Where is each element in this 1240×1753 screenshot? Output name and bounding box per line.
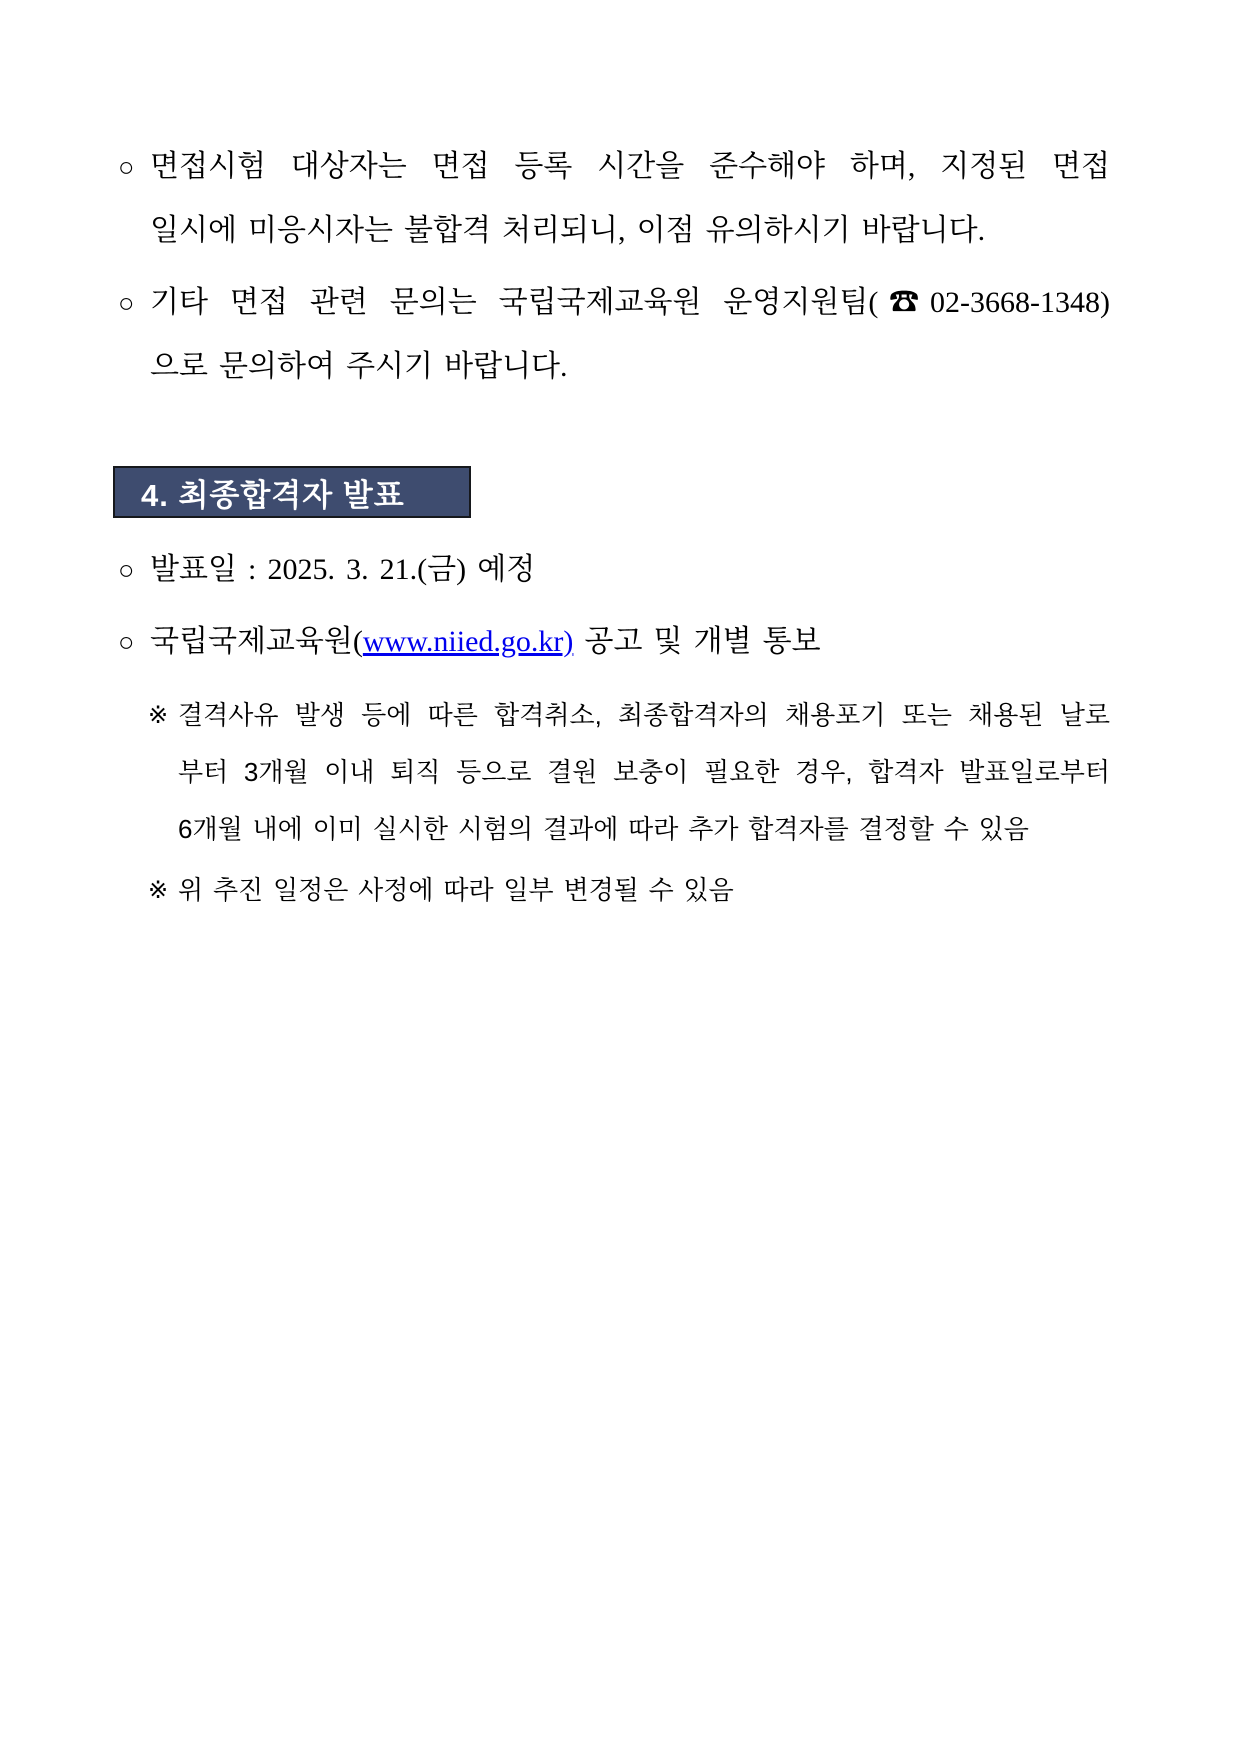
bullet-line: 면접시험 대상자는 면접 등록 시간을 준수해야 하며, 지정된 면접 bbox=[150, 150, 1110, 183]
circle-bullet-icon: ○ bbox=[118, 627, 135, 657]
section-header-final-results bbox=[113, 466, 471, 518]
note-schedule-change bbox=[0, 862, 1240, 919]
note-line: 결격사유 발생 등에 따른 합격취소, 최종합격자의 채용포기 또는 채용된 날로 bbox=[178, 700, 1110, 730]
bullet-line: 발표일 : 2025. 3. 21.(금) 예정 bbox=[150, 553, 536, 586]
link-suffix-text: 공고 및 개별 통보 bbox=[573, 625, 821, 658]
niied-website-link[interactable]: www.niied.go.kr) bbox=[362, 625, 574, 658]
bullet-text bbox=[150, 271, 1110, 399]
bullet-line bbox=[150, 610, 1110, 674]
bullet-announcement-date bbox=[0, 538, 1240, 602]
note-line: 위 추진 일정은 사정에 따라 일부 변경될 수 있음 bbox=[178, 875, 734, 905]
reference-mark-icon: ※ bbox=[148, 702, 169, 729]
circle-bullet-icon: ○ bbox=[118, 555, 135, 585]
bullet-contact-info bbox=[0, 271, 1240, 399]
note-line: 6개월 내에 이미 실시한 시험의 결과에 따라 추가 합격자를 결정할 수 있음 bbox=[178, 814, 1029, 844]
bullet-line: 으로 문의하여 주시기 바랍니다. bbox=[150, 350, 568, 383]
note-text bbox=[178, 687, 1110, 858]
bullet-text bbox=[150, 610, 1110, 674]
bullet-interview-attendance bbox=[0, 135, 1240, 263]
circle-bullet-icon: ○ bbox=[118, 152, 135, 182]
note-line: 부터 3개월 이내 퇴직 등으로 결원 보충이 필요한 경우, 합격자 발표일로부터 bbox=[178, 757, 1110, 787]
note-text bbox=[178, 862, 1110, 919]
bullet-text bbox=[150, 538, 1110, 602]
link-prefix-text: 국립국제교육원( bbox=[150, 625, 363, 658]
circle-bullet-icon: ○ bbox=[118, 288, 135, 318]
bullet-line-with-phone-icon: 기타 면접 관련 문의는 국립국제교육원 운영지원팀(☎02-3668-1348) bbox=[150, 286, 1110, 319]
bullet-line: 일시에 미응시자는 불합격 처리되니, 이점 유의하시기 바랍니다. bbox=[150, 214, 986, 247]
reference-mark-icon: ※ bbox=[148, 877, 169, 904]
bullet-text bbox=[150, 135, 1110, 263]
note-additional-pass bbox=[0, 687, 1240, 858]
bullet-announcement-channel bbox=[0, 610, 1240, 674]
section-title: 4. 최종합격자 발표 bbox=[141, 477, 405, 513]
